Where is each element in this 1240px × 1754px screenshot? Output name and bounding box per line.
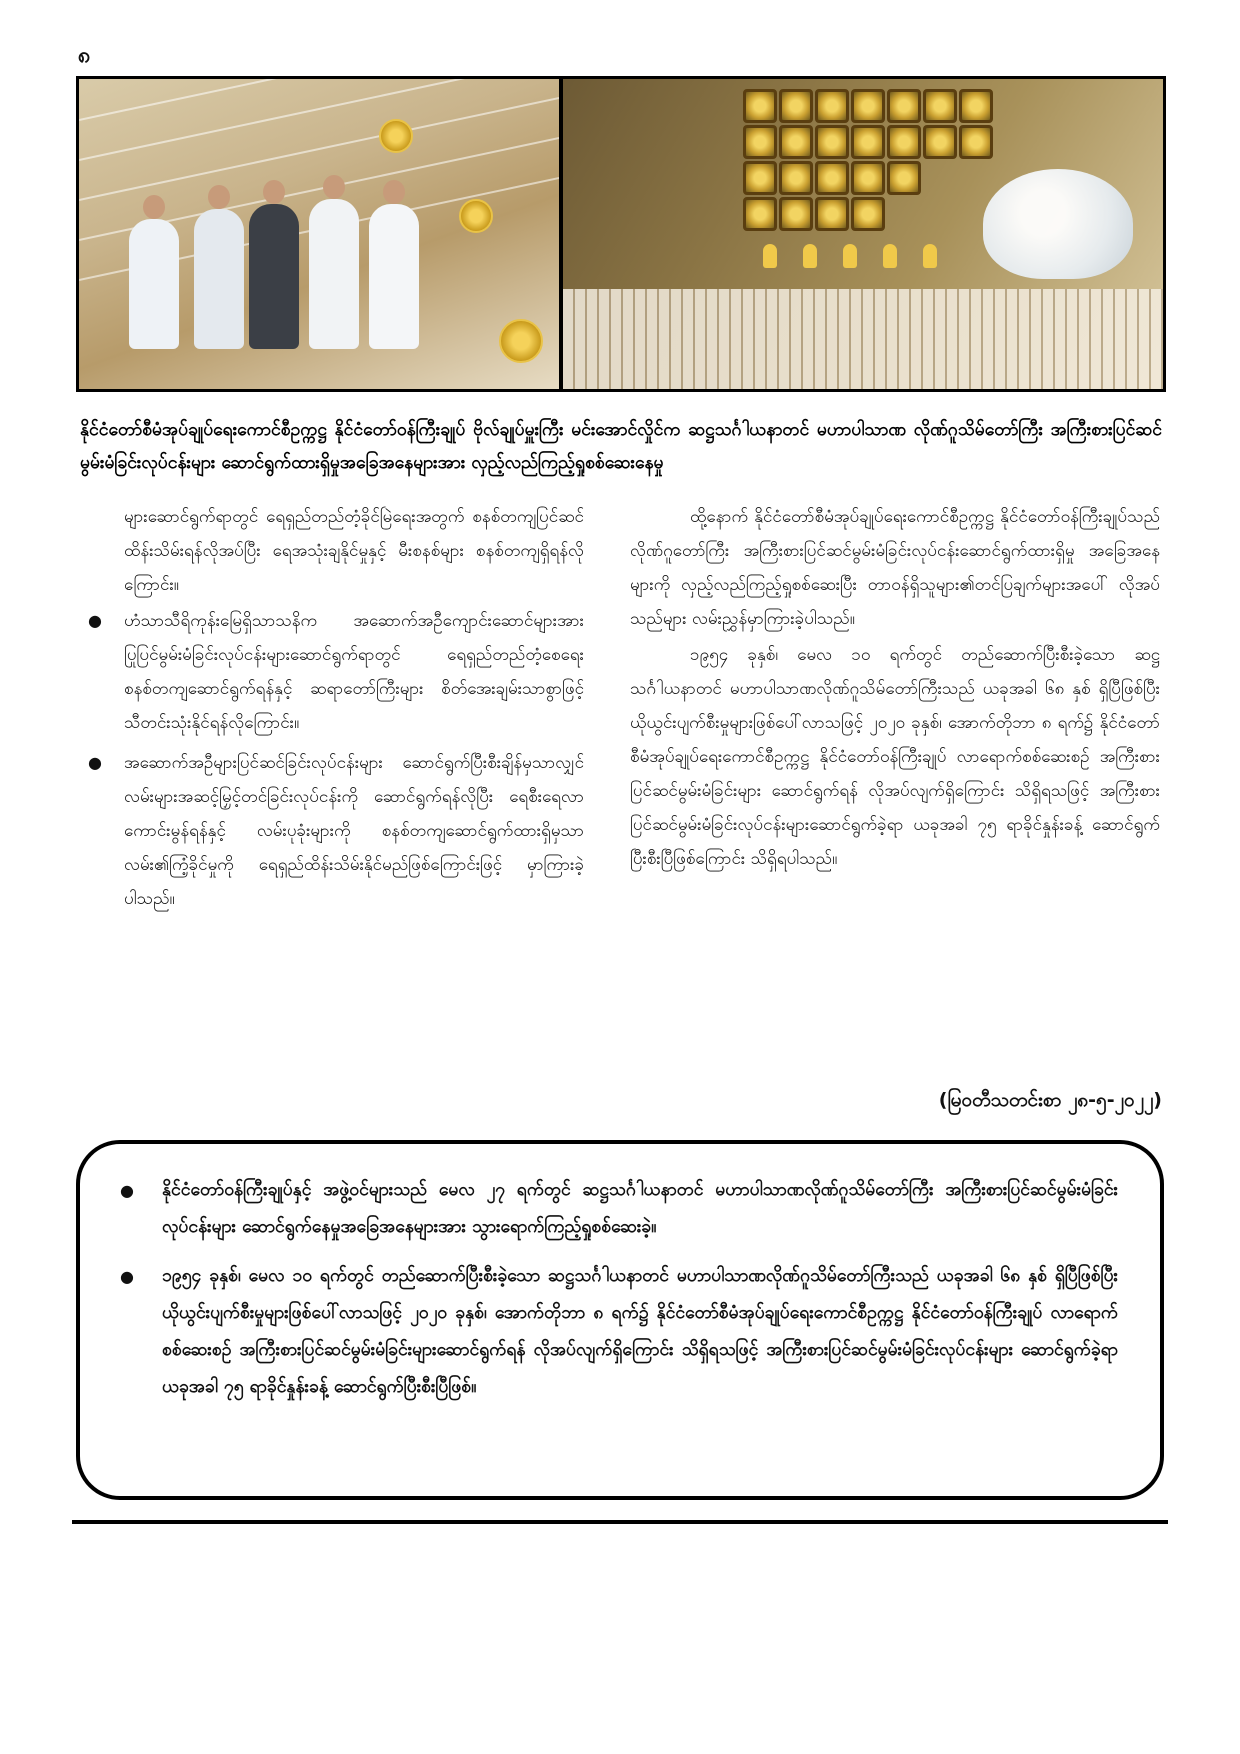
bullet-icon: ●	[120, 1267, 134, 1286]
summary-bullet-1	[110, 1172, 1118, 1246]
source-citation: (မြဝတီသတင်းစာ ၂၈-၅-၂၀၂၂)	[938, 1089, 1162, 1111]
summary-bullet-2-text: ၁၉၅၄ ခုနှစ်၊ မေလ ၁၀ ရက်တွင် တည်ဆောက်ပြီးစီးခဲ့သော ဆဋ္ဌသင်္ဂါယနာတင် မဟာပါသာဏလိုဏ်ဂူသိမ်တော်ကြီးသည် ယခုအခါ ၆၈ နှစ် ရှိပြီဖြစ်ပြီး ယိုယွင်းပျက်စီးမှုများဖြစ်ပေါ်လာသဖြင့် ၂၀၂၀ ခုနှစ်၊ အောက်တိုဘာ ၈ ရက်၌ နိုင်ငံတော်စီမံအုပ်ချုပ်ရေးကောင်စီဥက္ကဋ္ဌ နိုင်ငံတော်ဝန်ကြီးချုပ် လာရောက်စစ်ဆေးစဉ် အကြီးစားပြင်ဆင်မွမ်းမံခြင်းများဆောင်ရွက်ရန် လိုအပ်လျက်ရှိကြောင်း သိရှိရသဖြင့် အကြီးစားပြင်ဆင်မွမ်းမံခြင်းလုပ်ငန်းများ ဆောင်ရွက်ခဲ့ရာ ယခုအခါ ၇၅ ရာခိုင်နှုန်းခန့် ဆောင်ရွက်ပြီးစီးပြီဖြစ်။	[162, 1266, 1118, 1397]
right-paragraph-2: ၁၉၅၄ ခုနှစ်၊ မေလ ၁၀ ရက်တွင် တည်ဆောက်ပြီးစီးခဲ့သော ဆဋ္ဌသင်္ဂါယနာတင် မဟာပါသာဏလိုဏ်ဂူသိမ်တော်ကြီးသည် ယခုအခါ ၆၈ နှစ် ရှိပြီဖြစ်ပြီး ယိုယွင်းပျက်စီးမှုများဖြစ်ပေါ်လာသဖြင့် ၂၀၂၀ ခုနှစ်၊ အောက်တိုဘာ ၈ ရက်၌ နိုင်ငံတော်စီမံအုပ်ချုပ်ရေးကောင်စီဥက္ကဋ္ဌ နိုင်ငံတော်ဝန်ကြီးချုပ် လာရောက်စစ်ဆေးစဉ် အကြီးစားပြင်ဆင်မွမ်းမံခြင်းများ ဆောင်ရွက်ရန် လိုအပ်လျက်ရှိကြောင်း သိရှိရသဖြင့် အကြီးစားပြင်ဆင်မွမ်းမံခြင်းလုပ်ငန်းများဆောင်ရွက်ခဲ့ရာ ယခုအခါ ၇၅ ရာခိုင်နှုန်းခန့် ဆောင်ရွက်ပြီးစီးပြီဖြစ်ကြောင်း သိရှိရပါသည်။	[630, 645, 1160, 869]
medallion-ornament	[379, 119, 413, 153]
left-column	[84, 500, 584, 922]
left-intro-paragraph: များဆောင်ရွက်ရာတွင် ရေရှည်တည်တံ့ခိုင်မြဲရေးအတွက် စနစ်တကျပြင်ဆင်ထိန်းသိမ်းရန်လိုအပ်ပြီး ရေအသုံးချနိုင်မှုနှင့် မီးစနစ်များ စနစ်တကျရှိရန်လိုကြောင်း။	[124, 507, 584, 595]
right-column	[630, 500, 1160, 878]
summary-box	[76, 1140, 1164, 1500]
photo-inspection-stairs	[79, 79, 559, 389]
photo-hall-interior	[563, 79, 1163, 389]
right-paragraph-1: ထို့နောက် နိုင်ငံတော်စီမံအုပ်ချုပ်ရေးကောင်စီဥက္ကဋ္ဌ နိုင်ငံတော်ဝန်ကြီးချုပ်သည် လိုဏ်ဂူတော်ကြီး အကြီးစားပြင်ဆင်မွမ်းမံခြင်းလုပ်ငန်းဆောင်ရွက်ထားရှိမှု အခြေအနေများကို လှည့်လည်ကြည့်ရှုစစ်ဆေးပြီး တာဝန်ရှိသူများ၏တင်ပြချက်များအပေါ် လိုအပ်သည်များ လမ်းညွှန်မှာကြားခဲ့ပါသည်။	[630, 507, 1160, 629]
left-bullet-2: ● အဆောက်အဦများပြင်ဆင်ခြင်းလုပ်ငန်းများ ဆောင်ရွက်ပြီးစီးချိန်မှသာလျှင် လမ်းများအဆင့်မြှင့်တင်ခြင်းလုပ်ငန်းကို ဆောင်ရွက်ရန်လိုပြီး ရေစီးရေလာကောင်းမွန်ရန်နှင့် လမ်းပုခုံးများကို စနစ်တကျဆောင်ရွက်ထားရှိမှသာ လမ်း၏ကြံ့ခိုင်မှုကို ရေရှည်ထိန်းသိမ်းနိုင်မည်ဖြစ်ကြောင်းဖြင့် မှာကြားခဲ့ပါသည်။	[84, 746, 584, 916]
page-number: ၈	[78, 43, 91, 68]
summary-bullet-1-text: နိုင်ငံတော်ဝန်ကြီးချုပ်နှင့် အဖွဲ့ဝင်များသည် မေလ ၂၇ ရက်တွင် ဆဋ္ဌသင်္ဂါယနာတင် မဟာပါသာဏလိုဏ်ဂူသိမ်တော်ကြီး အကြီးစားပြင်ဆင်မွမ်းမံခြင်းလုပ်ငန်းများ ဆောင်ရွက်နေမှုအခြေအနေများအား သွားရောက်ကြည့်ရှုစစ်ဆေးခဲ့။	[162, 1180, 1118, 1237]
person-figure	[194, 209, 244, 349]
bottom-divider	[72, 1520, 1168, 1524]
person-figure	[249, 204, 299, 349]
photo-caption: နိုင်ငံတော်စီမံအုပ်ချုပ်ရေးကောင်စီဥက္ကဋ္ဌ နိုင်ငံတော်ဝန်ကြီးချုပ် ဗိုလ်ချုပ်မှူးကြီး မင်းအောင်လှိုင်က ဆဋ္ဌသင်္ဂါယနာတင် မဟာပါသာဏ လိုဏ်ဂူသိမ်တော်ကြီး အကြီးစားပြင်ဆင်မွမ်းမံခြင်းလုပ်ငန်းများ ဆောင်ရွက်ထားရှိမှုအခြေအနေများအား လှည့်လည်ကြည့်ရှုစစ်ဆေးနေမှု	[80, 420, 1162, 473]
photo-strip	[76, 76, 1166, 392]
person-figure	[369, 204, 419, 349]
chandelier	[983, 169, 1133, 279]
bullet-icon: ●	[120, 1181, 134, 1200]
medallion-ornament	[499, 319, 543, 363]
medallion-ornament	[459, 199, 493, 233]
summary-bullet-2	[110, 1258, 1118, 1406]
person-figure	[129, 219, 179, 349]
balustrade	[563, 289, 1163, 389]
left-bullet-1: ● ဟံသာသီရိကုန်းမြေရှိသာသနိက အဆောက်အဦကျောင်းဆောင်များအား ပြုပြင်မွမ်းမံခြင်းလုပ်ငန်းများဆောင်ရွက်ရာတွင် ရေရှည်တည်တံ့စေရေး စနစ်တကျဆောင်ရွက်ရန်နှင့် ဆရာတော်ကြီးများ စိတ်အေးချမ်းသာစွာဖြင့် သီတင်းသုံးနိုင်ရန်လိုကြောင်း။	[84, 604, 584, 740]
person-figure	[309, 199, 359, 349]
